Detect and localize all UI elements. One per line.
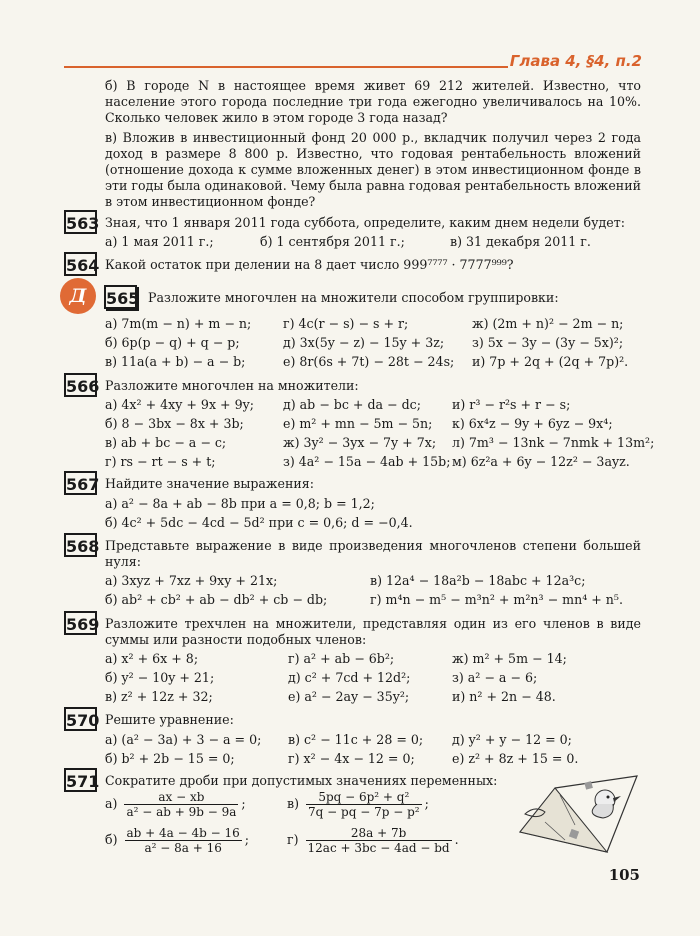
problem-571-text: Сократите дроби при допустимых значениях переменных: [105, 773, 498, 788]
list-item: а) 4x² + 4xy + 9x + 9y; [105, 397, 254, 412]
list-item: а) (a² − 3a) + 3 − a = 0; [105, 732, 262, 747]
list-item: г) rs − rt − s + t; [105, 454, 216, 469]
list-item: б) ab² + cb² + ab − db² + cb − db; [105, 592, 328, 607]
list-item: г) x² − 4x − 12 = 0; [288, 751, 415, 766]
fraction [124, 790, 238, 819]
list-item: г) a² + ab − 6b²; [288, 651, 395, 666]
problem-569-number: 569 [64, 611, 97, 635]
denominator: 12ac + 3bc − 4ad − bd [307, 841, 450, 855]
fraction-end: ; [241, 796, 246, 811]
fraction-g [287, 826, 459, 855]
fraction [306, 826, 452, 855]
problem-566-number: 566 [64, 373, 97, 397]
problem-564-text: Какой остаток при делении на 8 дает число 999⁷⁷⁷⁷ · 7777⁹⁹⁹? [105, 257, 514, 272]
problem-567-text: Найдите значение выражения: [105, 476, 314, 491]
fraction-end: ; [244, 832, 250, 847]
fraction-end: . [454, 832, 459, 847]
list-item: з) 5x − 3y − (3y − 5x)²; [472, 335, 624, 350]
list-item: б) 1 сентября 2011 г.; [260, 234, 405, 249]
list-item: и) r³ − r²s + r − s; [452, 397, 571, 412]
list-item: д) ab − bc + da − dc; [283, 397, 421, 412]
numerator: ax − xb [124, 790, 238, 805]
fraction-label: г) [287, 832, 299, 847]
list-item: а) 3xyz + 7xz + 9xy + 21x; [105, 573, 278, 588]
list-item: д) 3x(5y − z) − 15y + 3z; [283, 335, 445, 350]
list-item: в) 11a(a + b) − a − b; [105, 354, 246, 369]
list-item: а) 7m(m − n) + m − n; [105, 316, 252, 331]
list-item: б) 8 − 3bx − 8x + 3b; [105, 416, 244, 431]
problem-568-text: Представьте выражение в виде произведения многочленов степени большей нуля: [105, 538, 641, 569]
list-item: б) y² − 10y + 21; [105, 670, 215, 685]
list-item: в) c² − 11c + 28 = 0; [288, 732, 424, 747]
denominator: a² − 8a + 16 [144, 841, 222, 855]
list-item: к) 6x⁴z − 9y + 6yz − 9x⁴; [452, 416, 613, 431]
list-item: и) n² + 2n − 48. [452, 689, 556, 704]
intro-b: б) В городе N в настоящее время живет 69 212 жителей. Известно, что население этого города последние три года ежегодно увеличивалось на 10%. Сколько человек жило в этом городе 3 года назад? [105, 78, 641, 125]
list-item: л) 7m³ − 13nk − 7nmk + 13m²; [452, 435, 655, 450]
bird-kite-illustration [515, 770, 640, 855]
list-item: з) a² − a − 6; [452, 670, 538, 685]
list-item: е) m² + mn − 5m − 5n; [283, 416, 433, 431]
header-rule [64, 66, 508, 68]
list-item: з) 4a² − 15a − 4ab + 15b; [283, 454, 451, 469]
list-item: в) 12a⁴ − 18a²b − 18abc + 12a³c; [370, 573, 586, 588]
list-item: а) x² + 6x + 8; [105, 651, 199, 666]
chapter-title: Глава 4, §4, п.2 [509, 52, 642, 70]
page-number: 105 [608, 866, 640, 884]
problem-570-text: Решите уравнение: [105, 712, 234, 727]
list-item: и) 7p + 2q + (2q + 7p)². [472, 354, 629, 369]
problem-568-number: 568 [64, 533, 97, 557]
problem-563-number: 563 [64, 210, 97, 234]
list-item: в) ab + bc − a − c; [105, 435, 227, 450]
fraction-v [287, 790, 429, 819]
problem-566-text: Разложите многочлен на множители: [105, 378, 359, 393]
difficulty-badge: Д [60, 278, 96, 314]
list-item: ж) m² + 5m − 14; [452, 651, 567, 666]
fraction [125, 826, 242, 855]
denominator: a² − ab + 9b − 9a [126, 805, 237, 819]
fraction-label: в) [287, 796, 300, 811]
fraction-a [105, 790, 246, 819]
problem-563-text: Зная, что 1 января 2011 года суббота, определите, каким днем недели будет: [105, 215, 625, 230]
list-item: ж) 3y² − 3yx − 7y + 7x; [283, 435, 437, 450]
intro-v: в) Вложив в инвестиционный фонд 20 000 р., вкладчик получил через 2 года доход в размере 8 800 р. Известно, что годовая рентабельность вложений (отношение дохода к сумме вложенных денег) в этом инвестиционном фонде в эти годы была одинаковой. Чему была равна годовая рентабельность вложений в этом инвестиционном фонде? [105, 130, 641, 209]
fraction-label: а) [105, 796, 118, 811]
list-item: е) z² + 8z + 15 = 0. [452, 751, 579, 766]
list-item: д) c² + 7cd + 12d²; [288, 670, 411, 685]
denominator: 7q − pq − 7p − p² [308, 805, 420, 819]
fraction-label: б) [105, 832, 118, 847]
fraction-end: ; [424, 796, 429, 811]
list-item: е) 8r(6s + 7t) − 28t − 24s; [283, 354, 455, 369]
problem-569-text: Разложите трехчлен на множители, представляя один из его членов в виде суммы или разности подобных членов: [105, 616, 641, 647]
problem-567-item: а) a² − 8a + ab − 8b при a = 0,8; b = 1,2; [105, 496, 375, 511]
list-item: г) m⁴n − m⁵ − m³n² + m²n³ − mn⁴ + n⁵. [370, 592, 623, 607]
list-item: б) 6p(p − q) + q − p; [105, 335, 240, 350]
numerator: 28a + 7b [306, 826, 452, 841]
numerator: 5pq − 6p² + q² [306, 790, 422, 805]
problem-571-number: 571 [64, 768, 97, 792]
problem-567-number: 567 [64, 471, 97, 495]
problem-564-number: 564 [64, 252, 97, 276]
list-item: а) 1 мая 2011 г.; [105, 234, 214, 249]
list-item: б) b² + 2b − 15 = 0; [105, 751, 235, 766]
list-item: ж) (2m + n)² − 2m − n; [472, 316, 624, 331]
numerator: ab + 4a − 4b − 16 [126, 826, 240, 840]
list-item: в) 31 декабря 2011 г. [450, 234, 591, 249]
problem-565-number: 565 [104, 285, 137, 309]
list-item: м) 6z²a + 6y − 12z² − 3ayz. [452, 454, 630, 469]
problem-567-item: б) 4c² + 5dc − 4cd − 5d² при c = 0,6; d = −0,4. [105, 515, 413, 530]
problem-570-number: 570 [64, 707, 97, 731]
list-item: в) z² + 12z + 32; [105, 689, 213, 704]
problem-565-text: Разложите многочлен на множители способом группировки: [148, 290, 559, 305]
list-item: д) y² + y − 12 = 0; [452, 732, 572, 747]
fraction-b [105, 826, 249, 855]
list-item: г) 4c(r − s) − s + r; [283, 316, 409, 331]
list-item: е) a² − 2ay − 35y²; [288, 689, 410, 704]
fraction [306, 790, 422, 819]
